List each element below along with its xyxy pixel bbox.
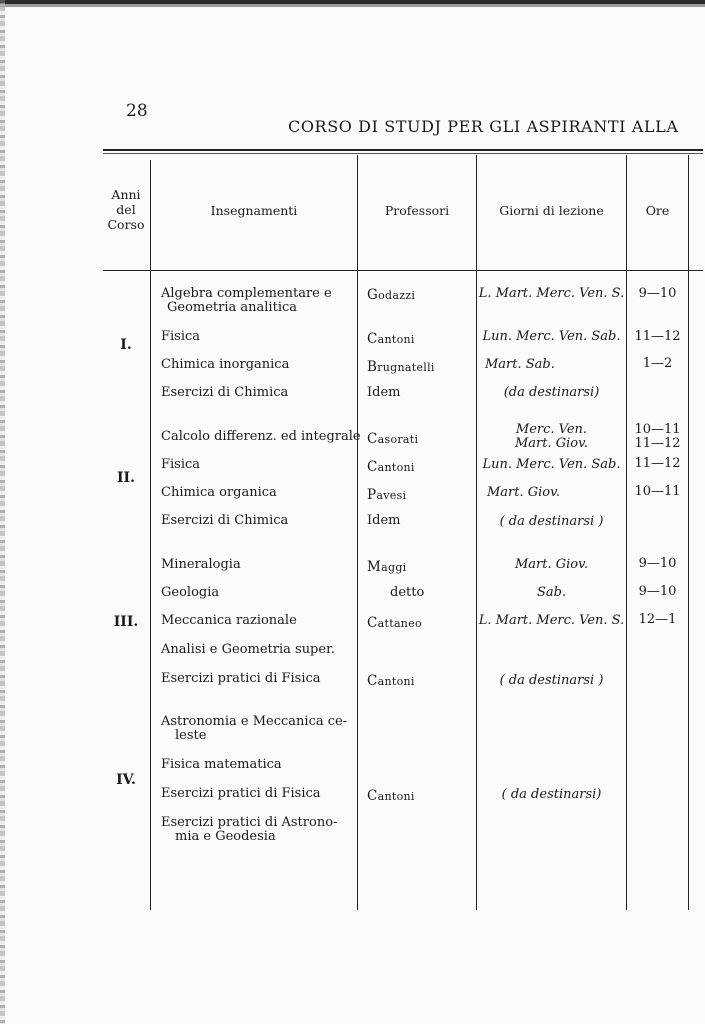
running-head: CORSO DI STUDJ PER GLI ASPIRANTI ALLA (288, 117, 679, 136)
hours-cell: 10—11 11—12 (634, 422, 681, 451)
professor-cell: detto (390, 585, 425, 600)
hours-cell: 9—10 (638, 556, 677, 571)
year-label: III. (113, 614, 139, 630)
page-number: 28 (126, 101, 148, 121)
professor-cell: Casorati (367, 431, 419, 447)
days-cell: Sab. (536, 585, 567, 600)
header-subject: Insegnamenti (210, 203, 298, 218)
professor-cell: Cantoni (367, 788, 415, 804)
hours-cell: 1—2 (642, 356, 673, 371)
hours-cell: 10—11 (634, 484, 681, 499)
professor-cell: Cantoni (367, 459, 415, 475)
subject-cell: Mineralogia (161, 557, 241, 572)
header-days: Giorni di lezione (499, 203, 604, 218)
subject-cell: Calcolo differenz. ed integrale (161, 429, 361, 444)
column-divider-4 (626, 155, 627, 910)
subject-cell: Fisica (161, 329, 201, 344)
days-cell: Merc. Ven. Mart. Giov. (514, 422, 589, 451)
professor-cell: Idem (367, 385, 401, 400)
professor-cell: Cattaneo (367, 615, 422, 631)
subject-cell: Analisi e Geometria super. (161, 642, 335, 657)
professor-cell: Brugnatelli (367, 359, 435, 375)
column-divider-2 (357, 155, 358, 910)
scan-top-edge (0, 0, 705, 7)
subject-cell: Fisica matematica (161, 757, 282, 772)
subject-cell: Chimica inorganica (161, 357, 290, 372)
header-year: Anni del Corso (107, 187, 145, 232)
days-cell: ( da destinarsi) (501, 787, 602, 802)
professor-cell: Idem (367, 513, 401, 528)
days-cell: Mart. Sab. (485, 357, 555, 372)
subject-cell: Esercizi pratici di Astrono- mia e Geodesia (161, 815, 338, 844)
year-label: IV. (116, 772, 136, 788)
days-cell: Lun. Merc. Ven. Sab. (482, 457, 621, 472)
subject-cell: Astronomia e Meccanica ce- leste (161, 714, 348, 743)
year-label: II. (117, 470, 135, 486)
hours-cell: 9—10 (638, 286, 677, 301)
subject-cell: Fisica (161, 457, 201, 472)
professor-cell: Pavesi (367, 487, 407, 503)
days-cell: Mart. Giov. (514, 557, 589, 572)
hours-cell: 12—1 (638, 612, 677, 627)
days-cell: Lun. Merc. Ven. Sab. (482, 329, 621, 344)
year-label: I. (120, 337, 132, 353)
days-cell: Mart. Giov. (487, 485, 561, 500)
header-professor: Professori (384, 203, 450, 218)
header-rule-top-thin (103, 153, 703, 154)
header-hours: Ore (645, 203, 670, 218)
scan-left-edge (0, 0, 5, 1024)
professor-cell: Cantoni (367, 331, 415, 347)
hours-cell: 11—12 (634, 329, 681, 344)
professor-cell: Maggi (367, 559, 407, 575)
subject-cell: Esercizi pratici di Fisica (161, 786, 321, 801)
hours-cell: 9—10 (638, 584, 677, 599)
days-cell: ( da destinarsi ) (499, 514, 604, 529)
subject-cell: Esercizi di Chimica (161, 513, 289, 528)
days-cell: L. Mart. Merc. Ven. S. (478, 286, 625, 301)
header-rule-top (103, 149, 703, 151)
days-cell: ( da destinarsi ) (499, 673, 604, 688)
subject-cell: Esercizi di Chimica (161, 385, 289, 400)
header-rule-bottom (103, 270, 703, 271)
days-cell: L. Mart. Merc. Ven. S. (478, 613, 625, 628)
subject-cell: Esercizi pratici di Fisica (161, 671, 321, 686)
column-divider-1 (150, 160, 151, 910)
hours-cell: 11—12 (634, 456, 681, 471)
professor-cell: Godazzi (367, 287, 416, 303)
subject-cell: Chimica organica (161, 485, 277, 500)
subject-cell: Algebra complementare e Geometria analitica (161, 286, 332, 315)
subject-cell: Meccanica razionale (161, 613, 297, 628)
column-divider-5 (688, 155, 689, 910)
professor-cell: Cantoni (367, 673, 415, 689)
subject-cell: Geologia (161, 585, 220, 600)
days-cell: (da destinarsi) (503, 385, 600, 400)
